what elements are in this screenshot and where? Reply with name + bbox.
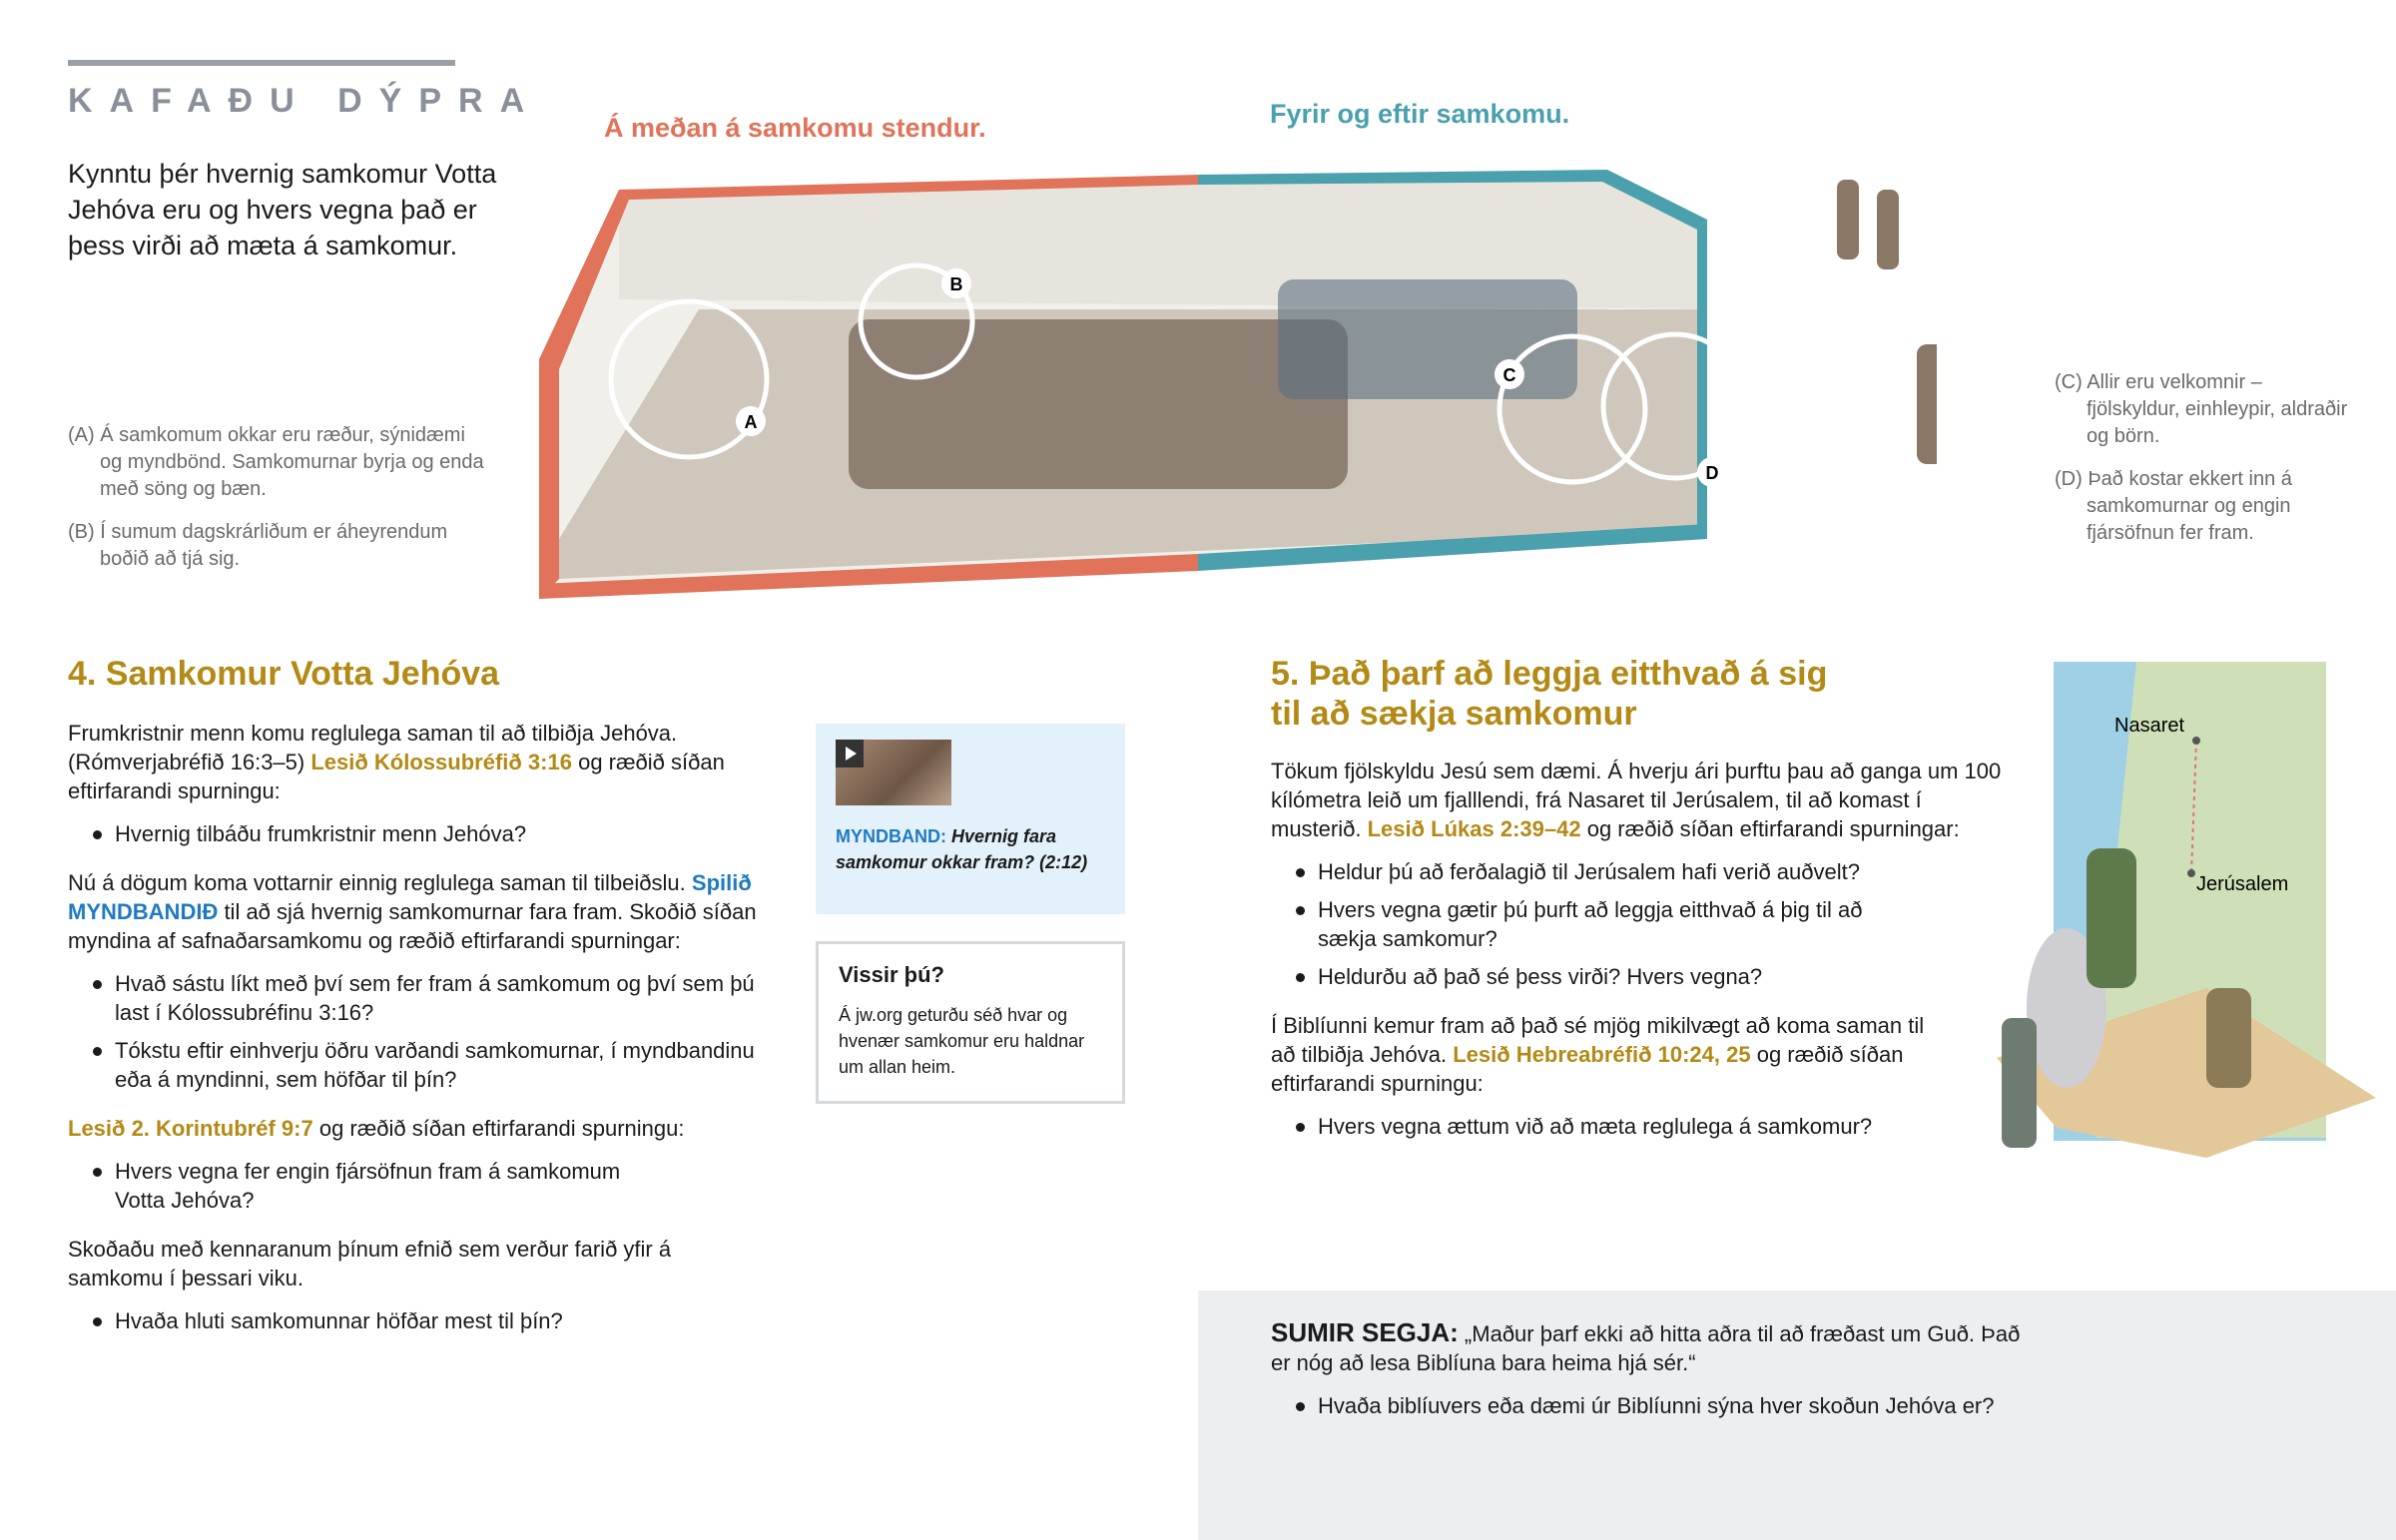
some-say-box: SUMIR SEGJA: „Maður þarf ekki að hitta aðra til að fræðast um Guð. Það er nóg að lesa Biblíuna bara heima hjá sér.“ Hvaða biblíuvers eða dæmi úr Biblíunni sýna hver skoðun Jehóva er? — [1198, 1290, 2396, 1540]
during-label: Á meðan á samkomu stendur. — [604, 113, 986, 143]
before-after-label: Fyrir og eftir samkomu. — [1270, 99, 1570, 129]
scripture-link[interactable]: Lesið 2. Korintubréf 9:7 — [68, 1116, 313, 1141]
meeting-hall-illustration — [519, 160, 1937, 609]
play-video-link[interactable]: Spilið MYNDBANDIÐ — [68, 870, 752, 924]
video-card[interactable]: MYNDBAND: Hvernig fara samkomur okkar fram? (2:12) — [816, 724, 1125, 914]
section4-title: 4. Samkomur Votta Jehóva — [68, 655, 500, 693]
svg-text:B: B — [949, 274, 963, 294]
question: Hvers vegna fer engin fjársöfnun fram á samkomum Votta Jehóva? — [68, 1157, 647, 1215]
svg-text:A: A — [744, 412, 758, 432]
section4-body: Frumkristnir menn komu reglulega saman til að tilbiðja Jehóva. (Rómverjabréfið 16:3–5) Lesið Kólossubréfið 3:16 og ræðið síðan eftirfarandi spurningu: Hvernig tilbáðu frumkristnir menn Jehóva? Nú á dögum koma vottarnir einnig reglulega saman til tilbeiðslu. Spilið MYNDBANDIÐ til að sjá hvernig samkomurnar fara fram. Skoðið síðan myndina af safnaðarsamkomu og ræðið eftirfarandi spurningar: Hvað sástu líkt með því sem fer fram á samkomum og því sem þú last í Kólossubréfinu 3:16? Tókstu eftir einhverju öðru varðandi samkomurnar, í myndbandinu eða á myndinni, sem höfðar til þín? Lesið 2. Korintubréf 9:7 og ræðið síðan eftirfarandi spurningu: Hvers vegna fer engin fjársöfnun fram á samkomum Votta Jehóva? Skoðaðu með kennaranum þínum efnið sem verður farið yfir á samkomu í þessari viku. Hvaða hluti samkomunnar höfðar mest til þín? — [68, 719, 767, 1355]
intro-text: Kynntu þér hvernig samkomur Votta Jehóva eru og hvers vegna það er þess virði að mæta á samkomur. — [68, 159, 497, 260]
play-icon[interactable] — [836, 740, 864, 768]
did-you-know-box: Vissir þú? Á jw.org geturðu séð hvar og hvenær samkomur eru haldnar um allan heim. — [816, 941, 1125, 1104]
question: Hvaða hluti samkomunnar höfðar mest til þín? — [68, 1306, 767, 1335]
header-rule — [68, 60, 455, 66]
question: Heldurðu að það sé þess virði? Hvers vegna? — [1271, 962, 2010, 991]
scripture-link[interactable]: Lesið Lúkas 2:39–42 — [1367, 816, 1581, 841]
svg-text:Nasaret: Nasaret — [2114, 715, 2185, 737]
notes-cd: (C) Allir eru velkomnir – fjölskyldur, einhleypir, aldraðir og börn. (D) Það kostar ekkert inn á samkomurnar og engin fjársöfnun fer fram. — [2055, 371, 2348, 544]
notes-ab: (A) Á samkomum okkar eru ræður, sýnidæmi og myndbönd. Samkomurnar byrja og enda með söng og bæn. (B) Í sumum dagskrárliðum er áheyrendum boðið að tjá sig. — [68, 424, 484, 570]
journey-map-illustration — [1907, 659, 2376, 1238]
scripture-link[interactable]: Lesið Hebreabréfið 10:24, 25 — [1453, 1042, 1751, 1067]
question: Hvaða biblíuvers eða dæmi úr Biblíunni sýna hver skoðun Jehóva er? — [1271, 1391, 2030, 1420]
question: Tókstu eftir einhverju öðru varðandi samkomurnar, í myndbandinu eða á myndinni, sem höfðar til þín? — [68, 1036, 767, 1094]
scripture-link[interactable]: Lesið Kólossubréfið 3:16 — [310, 750, 572, 774]
section5-body: Tökum fjölskyldu Jesú sem dæmi. Á hverju ári þurftu þau að ganga um 100 kílómetra leið um fjalllendi, frá Nasaret til Jerúsalem, til að komast í musterið. Lesið Lúkas 2:39–42 og ræðið síðan eftirfarandi spurningar: Heldur þú að ferðalagið til Jerúsalem hafi verið auðvelt? Hvers vegna gætir þú þurft að leggja eitthvað á þig til að sækja samkomur? Heldurðu að það sé þess virði? Hvers vegna? Í Biblíunni kemur fram að það sé mjög mikilvægt að koma saman til að tilbiðja Jehóva. Lesið Hebreabréfið 10:24, 25 og ræðið síðan eftirfarandi spurningu: Hvers vegna ættum við að mæta reglulega á samkomur? — [1271, 757, 2010, 1161]
video-thumbnail[interactable] — [836, 740, 951, 805]
question: Heldur þú að ferðalagið til Jerúsalem hafi verið auðvelt? — [1271, 857, 2010, 886]
svg-text:Jerúsalem: Jerúsalem — [2196, 873, 2289, 895]
question: Hvers vegna ættum við að mæta reglulega á samkomur? — [1271, 1112, 2010, 1141]
section5-title: 5. Það þarf að leggja eitthvað á sig til að sækja samkomur — [1271, 655, 1828, 733]
svg-text:D: D — [1705, 463, 1719, 483]
svg-text:C: C — [1502, 365, 1516, 385]
question: Hvernig tilbáðu frumkristnir menn Jehóva? — [68, 819, 767, 848]
question: Hvað sástu líkt með því sem fer fram á samkomum og því sem þú last í Kólossubréfinu 3:16? — [68, 969, 767, 1027]
kicker: KAFAÐU DÝPRA — [68, 82, 542, 120]
question: Hvers vegna gætir þú þurft að leggja eitthvað á þig til að sækja samkomur? — [1271, 895, 1870, 953]
